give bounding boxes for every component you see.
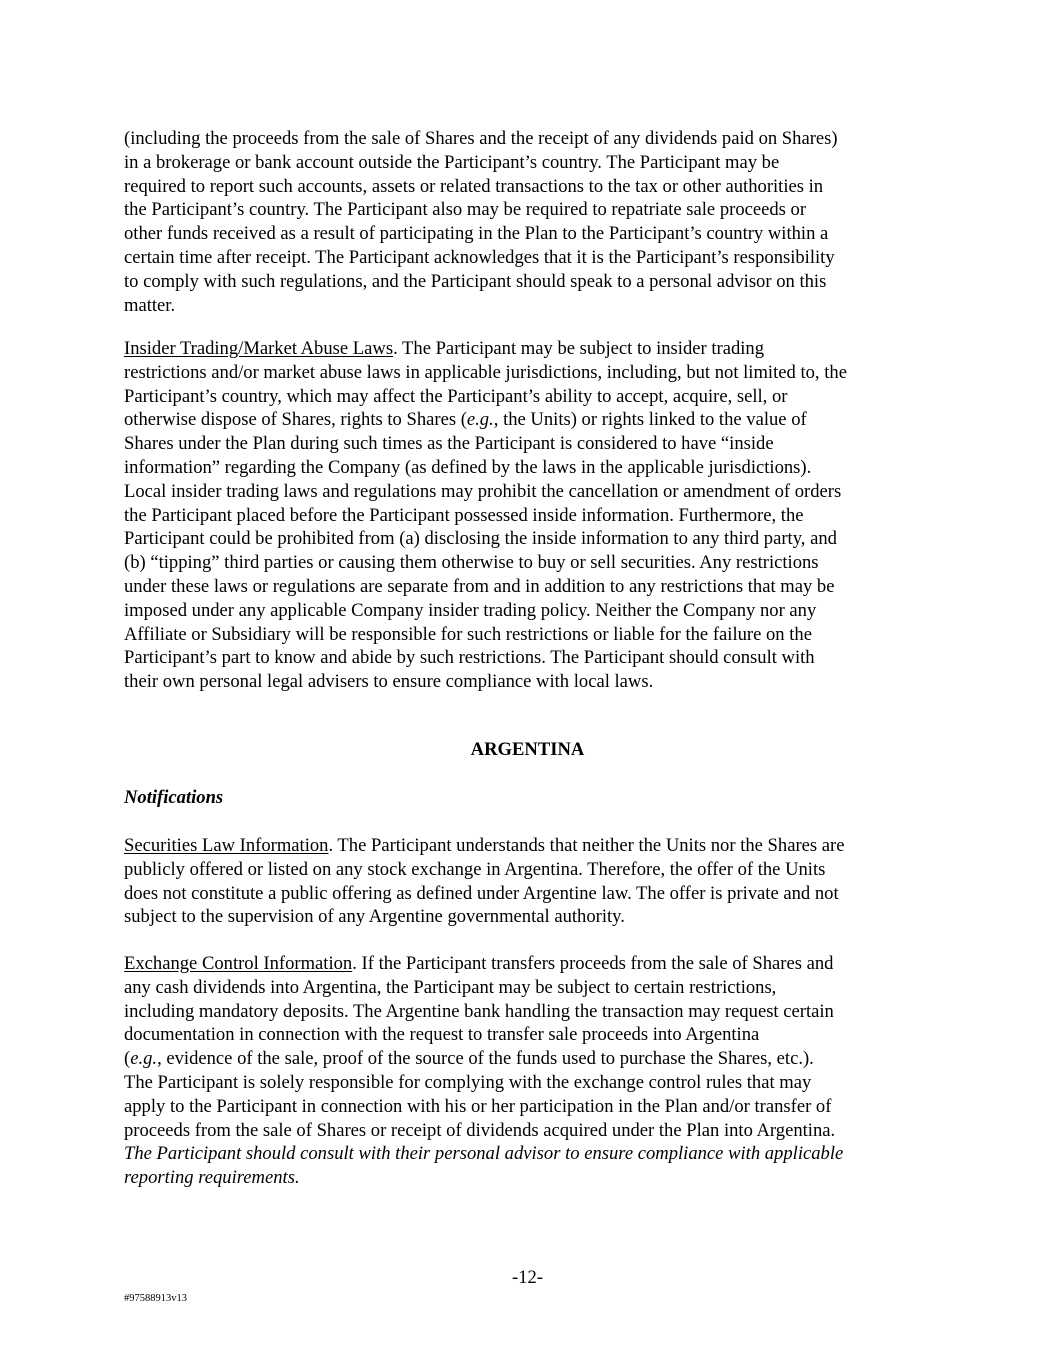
text-segment: apply to the Participant in connection with his or her participation in the Plan and/or transfer of — [124, 1095, 832, 1117]
text-segment: matter. — [124, 294, 176, 316]
page-number: -12- — [512, 1267, 543, 1288]
text-segment: any cash dividends into Argentina, the Participant may be subject to certain restrictions, — [124, 976, 777, 998]
text-segment: certain time after receipt. The Participant acknowledges that it is the Participant’s responsibility — [124, 246, 835, 268]
text-line — [124, 646, 944, 670]
text-segment: proceeds from the sale of Shares or receipt of dividends acquired under the Plan into Argentina. — [124, 1119, 836, 1141]
text-segment: the Participant placed before the Participant possessed inside information. Furthermore, the — [124, 504, 804, 526]
text-segment: e.g. — [130, 1048, 158, 1070]
text-segment: their own personal legal advisers to ensure compliance with local laws. — [124, 671, 654, 693]
text-line — [124, 1047, 944, 1071]
text-segment: including mandatory deposits. The Argentine bank handling the transaction may request certain — [124, 1000, 834, 1022]
text-segment: The Participant should consult with their personal advisor to ensure compliance with applicable — [124, 1143, 844, 1165]
text-segment: otherwise dispose of Shares, rights to Shares ( — [124, 409, 467, 431]
text-line — [124, 905, 944, 929]
text-line — [124, 1119, 944, 1143]
text-segment: information” regarding the Company (as defined by the laws in the applicable jurisdictions). — [124, 456, 812, 478]
text-line — [124, 127, 944, 151]
text-line — [124, 480, 944, 504]
text-line — [124, 551, 944, 575]
text-segment: does not constitute a public offering as defined under Argentine law. The offer is private and not — [124, 882, 839, 904]
text-line — [124, 858, 944, 882]
text-line — [124, 976, 944, 1000]
text-segment: Shares under the Plan during such times as the Participant is considered to have “inside — [124, 433, 774, 455]
text-line — [124, 270, 944, 294]
text-line — [124, 385, 944, 409]
text-segment: Local insider trading laws and regulations may prohibit the cancellation or amendment of orders — [124, 480, 842, 502]
text-line — [124, 198, 944, 222]
text-line — [124, 1166, 944, 1190]
document-id: #97588913v13 — [124, 1293, 187, 1304]
section-heading: ARGENTINA — [470, 739, 585, 760]
text-line — [124, 575, 944, 599]
text-line — [124, 175, 944, 199]
text-segment: in a brokerage or bank account outside the Participant’s country. The Participant may be — [124, 151, 780, 173]
paragraph-securities-law — [124, 834, 944, 929]
text-segment: , evidence of the sale, proof of the source of the funds used to purchase the Shares, etc.). — [157, 1048, 814, 1070]
paragraph-exchange-control — [124, 952, 944, 1190]
text-line — [124, 1142, 944, 1166]
text-line — [124, 623, 944, 647]
text-segment: imposed under any applicable Company insider trading policy. Neither the Company nor any — [124, 599, 817, 621]
text-line — [124, 952, 944, 976]
text-line — [124, 361, 944, 385]
text-segment: the Participant’s country. The Participant also may be required to repatriate sale proceeds or — [124, 199, 807, 221]
text-line — [124, 1000, 944, 1024]
text-segment: reporting requirements. — [124, 1167, 300, 1189]
text-line — [124, 151, 944, 175]
paragraph-foreign-accounts — [124, 127, 944, 317]
text-line — [124, 882, 944, 906]
text-segment: under these laws or regulations are separate from and in addition to any restrictions that may be — [124, 575, 835, 597]
text-segment: to comply with such regulations, and the Participant should speak to a personal advisor on this — [124, 270, 827, 292]
section-title: Exchange Control Information — [124, 953, 353, 974]
subheading-notifications — [124, 786, 944, 810]
text-line — [124, 786, 944, 810]
text-segment: The Participant is solely responsible for complying with the exchange control rules that may — [124, 1071, 812, 1093]
text-segment: ( — [124, 1048, 131, 1070]
text-line — [124, 222, 944, 246]
text-line — [124, 599, 944, 623]
paragraph-insider-trading — [124, 337, 944, 694]
text-line — [124, 504, 944, 528]
text-segment: other funds received as a result of participating in the Plan to the Participant’s country within a — [124, 223, 829, 245]
text-segment: (including the proceeds from the sale of Shares and the receipt of any dividends paid on Shares) — [124, 128, 838, 149]
text-segment: , the Units) or rights linked to the value of — [493, 409, 807, 431]
text-line — [124, 834, 944, 858]
text-line — [124, 246, 944, 270]
text-line — [124, 294, 944, 318]
text-segment: . If the Participant transfers proceeds from the sale of Shares and — [352, 953, 834, 974]
text-line — [124, 527, 944, 551]
text-line — [124, 1023, 944, 1047]
text-segment: . The Participant may be subject to insider trading — [393, 338, 764, 359]
text-segment: required to report such accounts, assets or related transactions to the tax or other authorities in — [124, 175, 824, 197]
text-line — [124, 1095, 944, 1119]
text-segment: . The Participant understands that neither the Units nor the Shares are — [328, 835, 845, 856]
text-line — [124, 408, 944, 432]
text-segment: Participant’s country, which may affect the Participant’s ability to accept, acquire, sell, or — [124, 385, 788, 407]
text-line — [124, 432, 944, 456]
text-segment: restrictions and/or market abuse laws in applicable jurisdictions, including, but not limited to, the — [124, 361, 847, 383]
section-title: Insider Trading/Market Abuse Laws — [124, 338, 394, 359]
text-line — [124, 1071, 944, 1095]
text-segment: (b) “tipping” third parties or causing them otherwise to buy or sell securities. Any restrictions — [124, 552, 819, 574]
text-line — [124, 670, 944, 694]
text-segment: Affiliate or Subsidiary will be responsible for such restrictions or liable for the failure on the — [124, 623, 812, 645]
text-segment: subject to the supervision of any Argentine governmental authority. — [124, 906, 625, 928]
text-segment: Participant could be prohibited from (a) disclosing the inside information to any third party, and — [124, 528, 837, 550]
text-segment: Participant’s part to know and abide by such restrictions. The Participant should consult with — [124, 647, 815, 669]
text-line — [124, 456, 944, 480]
text-segment: documentation in connection with the request to transfer sale proceeds into Argentina — [124, 1024, 760, 1046]
text-segment: publicly offered or listed on any stock exchange in Argentina. Therefore, the offer of the Units — [124, 858, 826, 880]
section-title: Securities Law Information — [124, 835, 329, 856]
text-line — [124, 337, 944, 361]
text-segment: Notifications — [124, 787, 224, 808]
text-segment: e.g. — [466, 409, 494, 431]
